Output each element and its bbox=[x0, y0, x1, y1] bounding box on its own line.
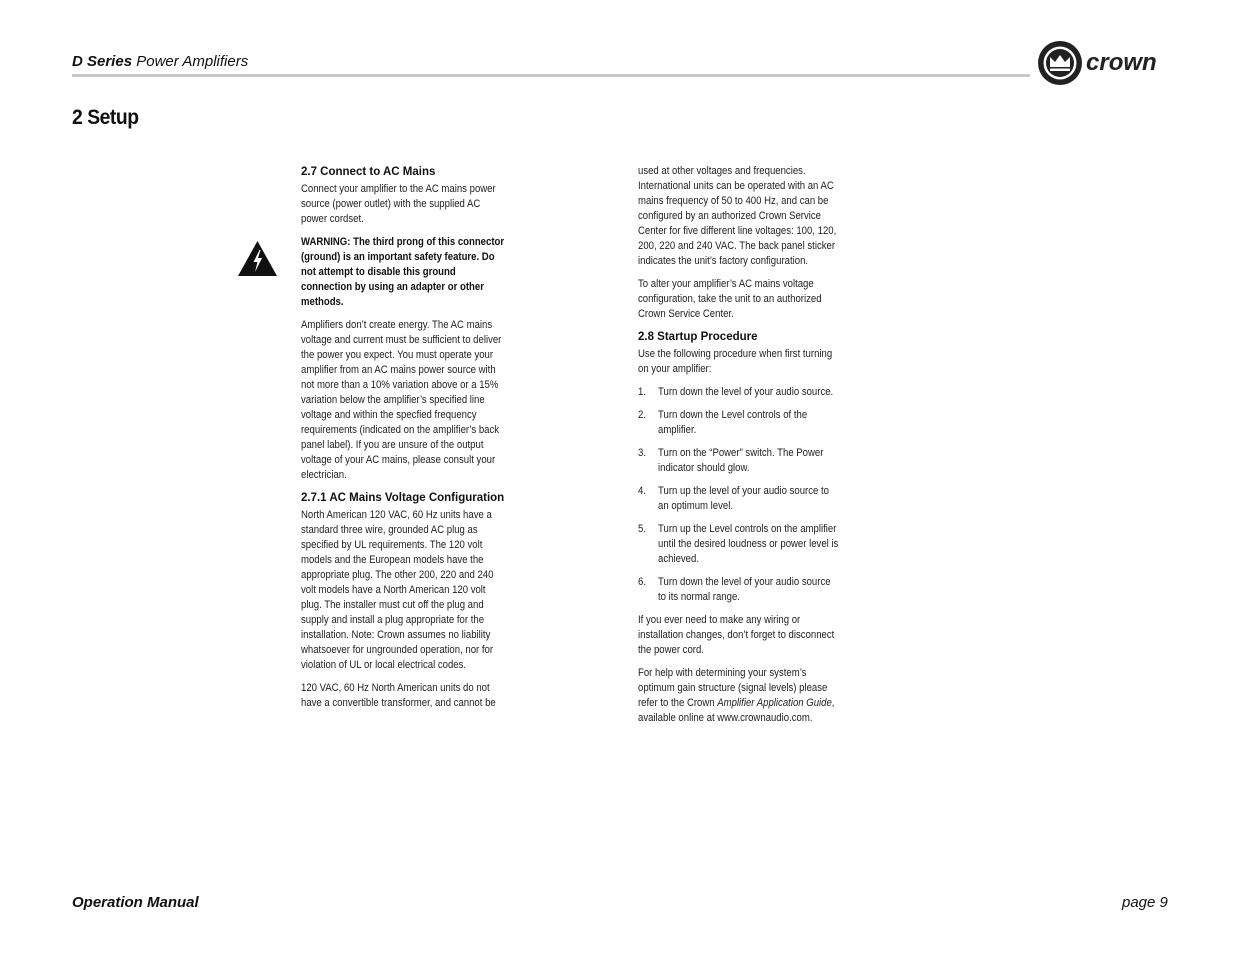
para-connect: Connect your amplifier to the AC mains power source (power outlet) with the supplied AC power cordset. bbox=[301, 183, 496, 225]
series-name: D Series bbox=[72, 53, 133, 70]
heading-connect-ac: 2.7 Connect to AC Mains bbox=[301, 166, 436, 178]
column-left bbox=[301, 165, 506, 719]
page-number: page 9 bbox=[1122, 894, 1168, 911]
list-item: 4. Turn up the level of your audio source to an optimum level. bbox=[638, 485, 829, 512]
crown-logo bbox=[1036, 39, 1181, 87]
header-title bbox=[72, 53, 248, 70]
section-title: 2 Setup bbox=[72, 106, 139, 129]
series-subtitle: Power Amplifiers bbox=[136, 53, 249, 70]
list-item: 3. Turn on the “Power” switch. The Power indicator should glow. bbox=[638, 447, 824, 474]
footer-manual-title: Operation Manual bbox=[72, 894, 199, 911]
svg-text:crown: crown bbox=[1086, 49, 1157, 76]
para-warning: WARNING: The third prong of this connector (ground) is an important safety feature. Do not attempt to disable this ground connection by using an adapter or other methods. bbox=[301, 236, 505, 308]
heading-voltage-config: 2.7.1 AC Mains Voltage Configuration bbox=[301, 492, 505, 504]
list-item: 6. Turn down the level of your audio source to its normal range. bbox=[638, 576, 831, 603]
para-continued: used at other voltages and frequencies. International units can be operated with an AC mains frequency of 50 to 400 Hz, and can be configured by an authorized Crown Service Center for five different line voltages: 100, 120, 200, 220 and 240 VAC. The back panel sticker indicates the unit’s factory configuration. bbox=[638, 165, 837, 267]
para-use-procedure: Use the following procedure when first turning on your amplifier: bbox=[638, 348, 833, 375]
startup-steps bbox=[638, 385, 843, 605]
para-energy: Amplifiers don’t create energy. The AC mains voltage and current must be sufficient to deliver the power you expect. You must operate your amplifier from an AC mains power source with not more than a 10% variation above or a 15% variation below the amplifier’s specified line voltage and within the specfied frequency requirements (indicated on the amplifier’s back panel label). If you are unsure of the output voltage of your AC mains, please consult your electrician. bbox=[301, 319, 502, 481]
column-right bbox=[638, 164, 843, 734]
guide-title: Amplifier Application Guide bbox=[717, 697, 832, 709]
header-rule bbox=[72, 74, 1030, 77]
para-120vac: 120 VAC, 60 Hz North American units do not have a convertible transformer, and cannot be bbox=[301, 682, 496, 709]
warning-icon bbox=[237, 240, 278, 277]
crown-logo-icon bbox=[1036, 39, 1181, 87]
list-item: 2. Turn down the Level controls of the amplifier. bbox=[638, 409, 808, 436]
para-alter-voltage: To alter your amplifier’s AC mains voltage configuration, take the unit to an authorized Crown Service Center. bbox=[638, 278, 822, 320]
list-item: 1. Turn down the level of your audio source. bbox=[638, 386, 834, 398]
para-north-american: North American 120 VAC, 60 Hz units have a standard three wire, grounded AC plug as specified by UL requirements. The 120 volt models and the European models have the appropriate plug. The other 200, 220 and 240 volt models have a North American 120 volt plug. The installer must cut off the plug and supply and install a plug appropriate for the installation. Note: Crown assumes no liability whatsoever for ungrounded operation, nor for violation of UL or local electrical codes. bbox=[301, 509, 494, 671]
heading-startup: 2.8 Startup Procedure bbox=[638, 331, 758, 343]
para-wiring: If you ever need to make any wiring or installation changes, don’t forget to disconnect the power cord. bbox=[638, 614, 835, 656]
para-help: For help with determining your system’s optimum gain structure (signal levels) please refer to the Crown Amplifier Application Guide, available online at www.crownaudio.com. bbox=[638, 667, 835, 724]
list-item: 5. Turn up the Level controls on the amplifier until the desired loudness or power level is achieved. bbox=[638, 523, 839, 565]
